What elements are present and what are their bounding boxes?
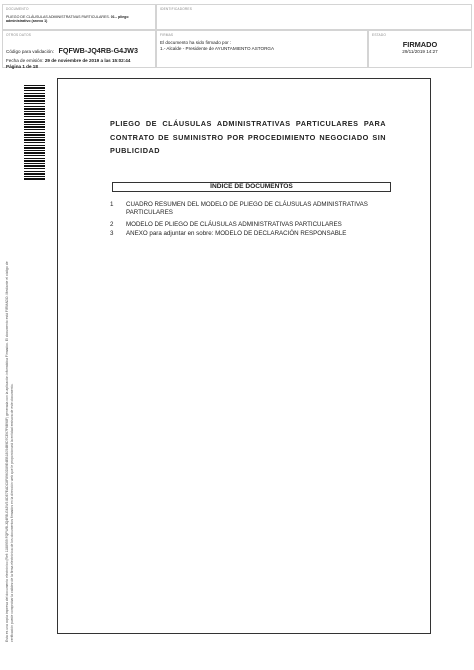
index-item-number: 3: [110, 230, 114, 237]
documento-line1-bold: 01.- pliego: [110, 15, 129, 19]
firmas-text: [160, 40, 365, 51]
documento-line1-prefix: PLIEGO DE CLÁUSULAS ADMINISTRATIVAS PARTICULARES.: [6, 15, 111, 19]
index-item-number: 2: [110, 221, 114, 228]
index-heading: ÍNDICE DE DOCUMENTOS: [112, 182, 391, 192]
firmas-line1: El documento ha sido firmado por :: [160, 40, 232, 45]
otros-datos-cell: [2, 30, 156, 68]
estado-value: FIRMADO: [402, 40, 438, 49]
documento-line2: administrativo (anexo 1): [6, 19, 48, 24]
firmas-cell: [156, 30, 368, 68]
documento-text: [6, 15, 154, 24]
codigo-value: FQFWB-JQ4RB-G4JW3: [58, 46, 138, 55]
index-item-text: CUADRO RESUMEN DEL MODELO DE PLIEGO DE CLÁUSULAS ADMINISTRATIVAS PARTICULARES: [126, 201, 368, 217]
index-item-text: MODELO DE PLIEGO DE CLÁUSULAS ADMINISTRATIVAS PARTICULARES: [126, 221, 342, 228]
documento-cell: [2, 4, 156, 30]
documento-label: DOCUMENTO: [6, 7, 29, 11]
document-title: PLIEGO DE CLÁUSULAS ADMINISTRATIVAS PARTICULARES PARA CONTRATO DE SUMINISTRO POR PROCEDIMIENTO NEGOCIADO SIN PUBLICIDAD: [110, 119, 386, 155]
side-text-line1: Esta es una copia impresa del documento electrónico (Ref: 1188959 FQFWB-JQ4RB-G4JW3 8DE7EADC8F8960D89E4EB18054B9D7CE67F6B98F) generada con la aplicación informática Firmadoc. El documento está FIRMADO. Mediante el código de: [5, 261, 9, 642]
firmas-line2: 1.- Alcalde - Presidente de AYUNTAMIENTO ASTORGA: [160, 45, 275, 51]
identificadores-label: IDENTIFICADORES: [160, 7, 193, 11]
estado-date: 29/11/2019 14:27: [402, 49, 438, 54]
side-text-line2: verificación puede comprobar la validez de la firma electrónica de los documentos firmados en la dirección web que le proporcionará la entidad emisora de este documento.: [10, 383, 14, 642]
fecha-value: 29 de noviembre de 2019 a las 15:02:44: [44, 58, 131, 63]
fecha-label: Fecha de emisión:: [6, 58, 44, 63]
firmas-label: FIRMAS: [160, 33, 174, 37]
verification-side-text: [5, 202, 15, 642]
index-item-text: ANEXO para adjuntar en sobre: MODELO DE DECLARACIÓN RESPONSABLE: [126, 230, 347, 237]
identificadores-cell: [156, 4, 472, 30]
document-page-frame: [57, 78, 431, 634]
otros-datos-label: OTROS DATOS: [6, 33, 32, 37]
estado-cell: [368, 30, 472, 68]
estado-block: [369, 40, 471, 55]
barcode-image: [24, 85, 45, 180]
index-item-number: 1: [110, 201, 114, 208]
estado-label: ESTADO: [372, 33, 387, 37]
page-number: Página 1 de 18: [6, 63, 38, 69]
codigo-row: [6, 40, 156, 58]
codigo-label: Código para validación:: [6, 49, 55, 54]
validation-block: [6, 40, 156, 69]
